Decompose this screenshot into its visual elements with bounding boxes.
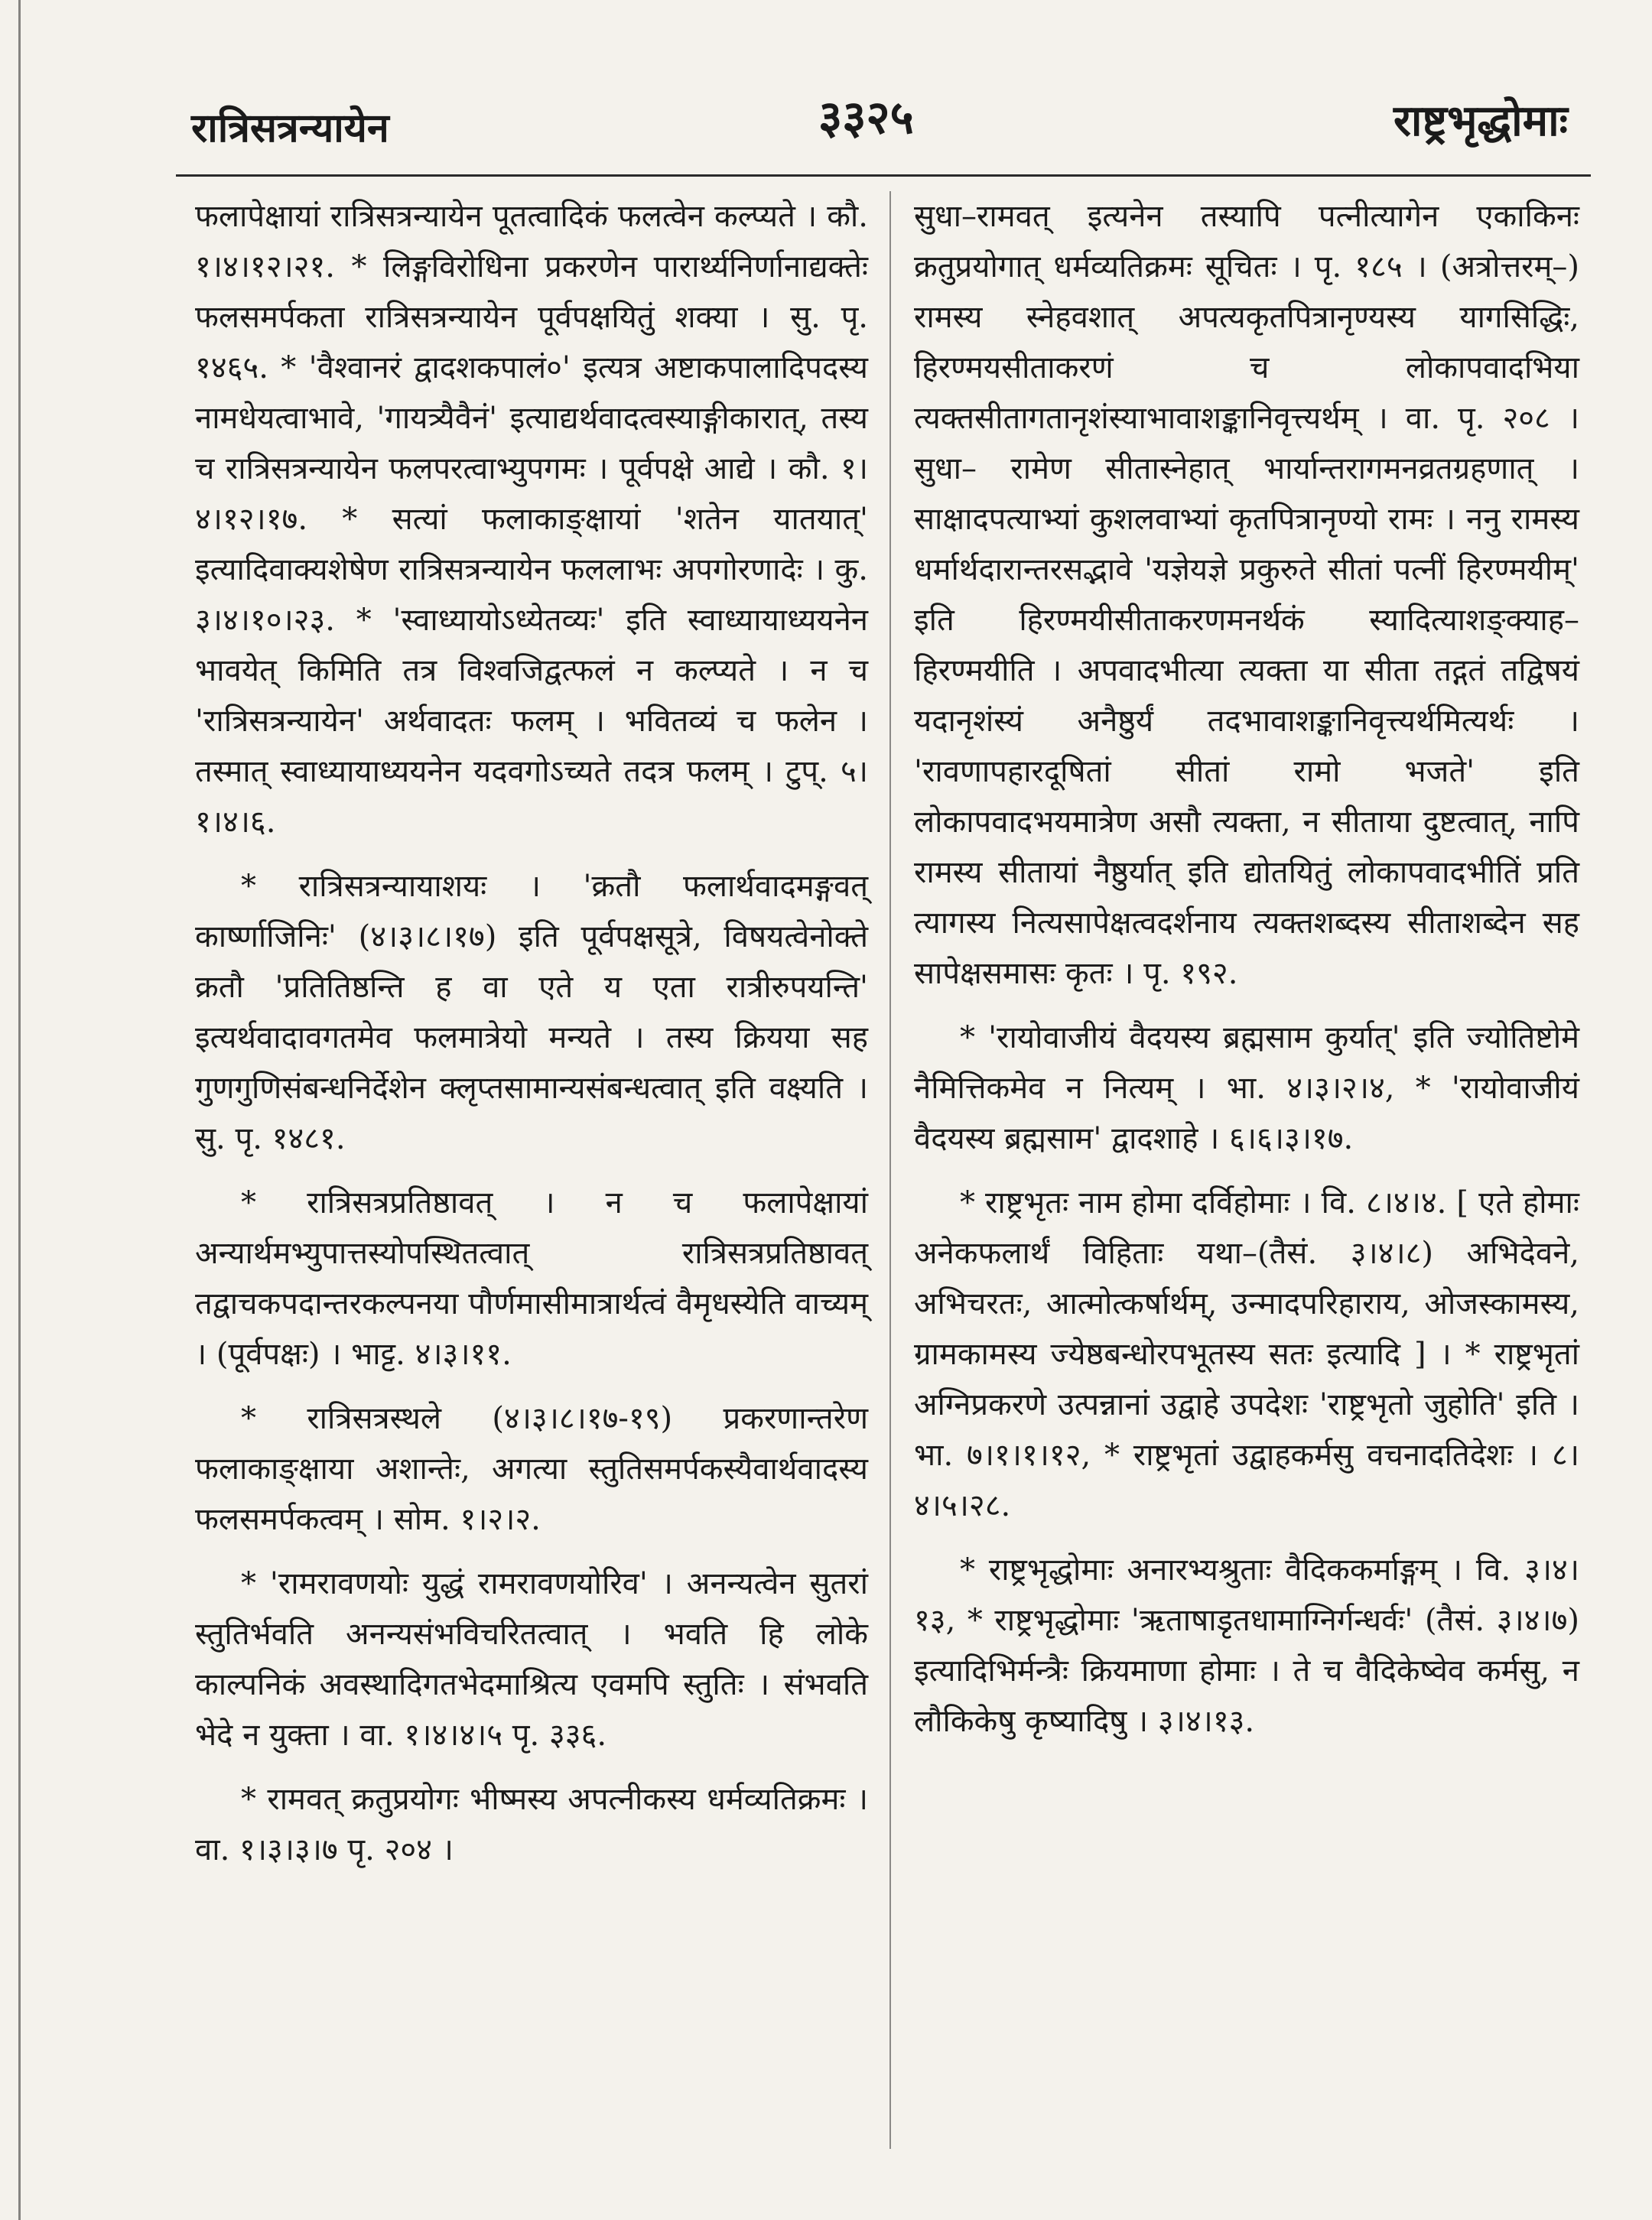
left-column (195, 191, 868, 1889)
left-entry-5: * 'रामरावणयोः युद्धं रामरावणयोरिव' । अनन्यत्वेन सुतरां स्तुतिर्भवति अनन्यसंभविचरितत्वात् । भवति हि लोके काल्पनिकं अवस्थादिगतभेदमाश्रित्य एवमपि स्तुतिः । संभवति भेदे न युक्ता । वा. १।४।४।५ पृ. ३३६. (195, 1566, 868, 1753)
scan-margin-line (18, 0, 21, 2220)
right-entry-2: * 'रायोवाजीयं वैदयस्य ब्रह्मसाम कुर्यात्' इति ज्योतिष्टोमे नैमित्तिकमेव न नित्यम् । भा. ४।३।२।४, * 'रायोवाजीयं वैदयस्य ब्रह्मसाम' द्वादशाहे । ६।६।३।१७. (914, 1020, 1579, 1156)
running-head-left: रात्रिसत्रन्यायेन (191, 105, 389, 151)
right-entry-1: सुधा–रामवत् इत्यनेन तस्यापि पत्नीत्यागेन एकाकिनः क्रतुप्रयोगात् धर्मव्यतिक्रमः सूचितः । पृ. १८५ । (अत्रोत्तरम्–) रामस्य स्नेहवशात् अपत्यकृतपित्रानृण्यस्य यागसिद्धिः, हिरण्मयसीताकरणं च लोकापवादभिया त्यक्तसीतागतानृशंस्याभावाशङ्कानिवृत्त्यर्थम् । वा. पृ. २०८ । सुधा– रामेण सीतास्नेहात् भार्यान्तरागमनव्रतग्रहणात् । साक्षादपत्याभ्यां कुशलवाभ्यां कृतपित्रानृण्यो रामः । ननु रामस्य धर्मार्थदारान्तरसद्भावे 'यज्ञेयज्ञे प्रकुरुते सीतां पत्नीं हिरण्मयीम्' इति हिरण्मयीसीताकरणमनर्थकं स्यादित्याशङ्क्याह–हिरण्मयीति । अपवादभीत्या त्यक्ता या सीता तद्गतं तद्विषयं यदानृशंस्यं अनैष्ठुर्यं तदभावाशङ्कानिवृत्त्यर्थमित्यर्थः । 'रावणापहारदूषितां सीतां रामो भजते' इति लोकापवादभयमात्रेण असौ त्यक्ता, न सीताया दुष्टत्वात्, नापि रामस्य सीतायां नैष्ठुर्यात् इति द्योतयितुं लोकापवादभीतिं प्रति त्यागस्य नित्यसापेक्षत्वदर्शनाय त्यक्तशब्दस्य सीताशब्देन सह सापेक्षसमासः कृतः । पृ. १९२. (914, 199, 1579, 991)
left-entry-4: * रात्रिसत्रस्थले (४।३।८।१७-१९) प्रकरणान्तरेण फलाकाङ्क्षाया अशान्तेः, अगत्या स्तुतिसमर्पकस्यैवार्थवादस्य फलसमर्पकत्वम् । सोम. १।२।२. (195, 1401, 868, 1537)
left-entry-2: * रात्रिसत्रन्यायाशयः । 'क्रतौ फलार्थवादमङ्गवत् कार्ष्णाजिनिः' (४।३।८।१७) इति पूर्वपक्षसूत्रे, विषयत्वेनोक्ते क्रतौ 'प्रतितिष्ठन्ति ह वा एते य एता रात्रीरुपयन्ति' इत्यर्थवादावगतमेव फलमात्रेयो मन्यते । तस्य क्रियया सह गुणगुणिसंबन्धनिर्देशेन क्लृप्तसामान्यसंबन्धत्वात् इति वक्ष्यति । सु. पृ. १४८१. (195, 869, 868, 1156)
left-entry-6: * रामवत् क्रतुप्रयोगः भीष्मस्य अपत्नीकस्य धर्मव्यतिक्रमः । वा. १।३।३।७ पृ. २०४ । (195, 1782, 868, 1867)
running-head-right: राष्ट्रभृद्धोमाः (1393, 96, 1568, 146)
right-column (914, 191, 1579, 1760)
page-header (176, 84, 1568, 153)
right-entry-3: * राष्ट्रभृतः नाम होमा दर्विहोमाः । वि. ८।४।४. [ एते होमाः अनेकफलार्थं विहिताः यथा–(तैसं. ३।४।८) अभिदेवने, अभिचरतः, आत्मोत्कर्षार्थम्, उन्मादपरिहाराय, ओजस्कामस्य, ग्रामकामस्य ज्येष्ठबन्धोरपभूतस्य सतः इत्यादि ] । * राष्ट्रभृतां अग्निप्रकरणे उत्पन्नानां उद्वाहे उपदेशः 'राष्ट्रभृतो जुहोति' इति । भा. ७।१।१।१२, * राष्ट्रभृतां उद्वाहकर्मसु वचनादतिदेशः । ८।४।५।२८. (914, 1185, 1579, 1523)
page-number: ३३२५ (818, 91, 914, 145)
left-entry-1: फलापेक्षायां रात्रिसत्रन्यायेन पूतत्वादिकं फलत्वेन कल्प्यते । कौ. १।४।१२।२१. * लिङ्गविरोधिना प्रकरणेन पारार्थ्यनिर्णानाद्यक्तेः फलसमर्पकता रात्रिसत्रन्यायेन पूर्वपक्षयितुं शक्या । सु. पृ. १४६५. * 'वैश्वानरं द्वादशकपालं०' इत्यत्र अष्टाकपालादिपदस्य नामधेयत्वाभावे, 'गायत्र्यैवैनं' इत्याद्यर्थवादत्वस्याङ्गीकारात्, तस्य च रात्रिसत्रन्यायेन फलपरत्वाभ्युपगमः । पूर्वपक्षे आद्ये । कौ. १।४।१२।१७. * सत्यां फलाकाङ्क्षायां 'शतेन यातयात्' इत्यादिवाक्यशेषेण रात्रिसत्रन्यायेन फललाभः अपगोरणादेः । कु. ३।४।१०।२३. * 'स्वाध्यायोऽध्येतव्यः' इति स्वाध्यायाध्ययनेन भावयेत् किमिति तत्र विश्वजिद्वत्फलं न कल्प्यते । न च 'रात्रिसत्रन्यायेन' अर्थवादतः फलम् । भवितव्यं च फलेन । तस्मात् स्वाध्यायाध्ययनेन यदवगोऽच्यते तदत्र फलम् । टुप्. ५।१।४।६. (195, 199, 868, 840)
right-entry-4: * राष्ट्रभृद्धोमाः अनारभ्यश्रुताः वैदिककर्माङ्गम् । वि. ३।४।१३, * राष्ट्रभृद्धोमाः 'ऋताषाडृतधामाग्निर्गन्धर्वः' (तैसं. ३।४।७) इत्यादिभिर्मन्त्रैः क्रियमाणा होमाः । ते च वैदिकेष्वेव कर्मसु, न लौकिकेषु कृष्यादिषु । ३।४।१३. (914, 1552, 1579, 1739)
column-divider (889, 191, 891, 2149)
left-entry-3: * रात्रिसत्रप्रतिष्ठावत् । न च फलापेक्षायां अन्यार्थमभ्युपात्तस्योपस्थितत्वात् रात्रिसत्रप्रतिष्ठावत् तद्वाचकपदान्तरकल्पनया पौर्णमासीमात्रार्थत्वं वैमृधस्येति वाच्यम् । (पूर्वपक्षः) । भाट्ट. ४।३।११. (195, 1185, 868, 1372)
header-rule (176, 174, 1591, 177)
